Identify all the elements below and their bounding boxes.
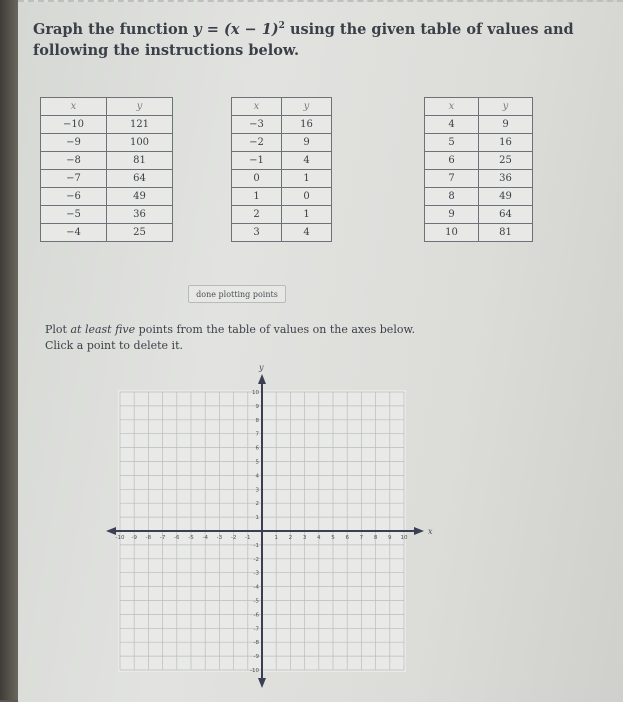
table-cell: −2 [232,134,282,152]
x-axis-label: x [428,527,433,536]
table-cell: −8 [41,152,107,170]
y-tick-label: 1 [255,515,259,522]
y-axis-label: y [259,363,264,372]
table-cell: 2 [232,206,282,224]
table-cell: 25 [107,224,173,242]
y-axis-up-arrow [258,374,266,384]
problem-text-after: using the given table of values and following the instructions below. [33,20,574,59]
table-cell: 36 [107,206,173,224]
table-cell: 16 [282,116,332,134]
table-cell: 100 [107,134,173,152]
table-cell: 1 [232,188,282,206]
x-tick-label: -7 [159,535,166,541]
x-tick-label: -6 [174,535,180,541]
table-cell: −7 [41,170,107,188]
y-tick-label: -3 [253,570,259,577]
table-cell: 0 [282,188,332,206]
table-cell: 49 [107,188,173,206]
table-cell: 16 [479,134,533,152]
table-cell: 9 [479,116,533,134]
table-header-y: y [282,98,332,116]
x-tick-label: 1 [274,535,278,541]
x-axis-right-arrow [414,527,424,535]
x-tick-label: 7 [359,535,364,541]
problem-equation: y = (x − 1) [193,20,279,38]
table-cell: 3 [232,224,282,242]
y-tick-label: -2 [253,556,259,563]
x-tick-label: -2 [230,535,237,541]
table-cell: 81 [107,152,173,170]
table-cell: 1 [282,170,332,188]
table-cell: −10 [41,116,107,134]
y-tick-label: 2 [255,501,259,508]
instructions-part1: Plot [45,323,71,336]
y-tick-label: -1 [253,542,259,549]
x-tick-label: 6 [345,535,349,541]
x-tick-label: 10 [400,535,408,541]
table-header-y: y [107,98,173,116]
table-cell: 1 [282,206,332,224]
table-cell: 64 [479,206,533,224]
y-tick-label: -8 [253,640,259,647]
x-tick-label: -3 [216,535,223,541]
table-header-x: x [232,98,282,116]
table-cell: −1 [232,152,282,170]
y-tick-label: 4 [255,473,259,480]
table-cell: 9 [282,134,332,152]
table-header-x: x [425,98,479,116]
table-cell: 36 [479,170,533,188]
table-cell: −4 [41,224,107,242]
table-cell: 7 [425,170,479,188]
x-tick-label: 8 [373,535,378,541]
y-tick-label: 7 [255,431,259,438]
table-header-y: y [479,98,533,116]
table-cell: 4 [282,224,332,242]
instructions-part2: points from the table of values on the axes below. Click a point to delete it. [45,323,416,352]
x-tick-label: -4 [202,535,208,541]
y-tick-label: -4 [253,584,259,591]
y-tick-label: -10 [250,668,259,674]
x-tick-label: -5 [188,535,194,541]
table-cell: 0 [232,170,282,188]
y-tick-label: -7 [253,626,259,633]
x-tick-label: 4 [317,535,321,541]
y-axis-down-arrow [258,678,266,688]
table-cell: −6 [41,188,107,206]
table-cell: 5 [425,134,479,152]
x-axis-left-arrow [106,527,116,535]
table-cell: −3 [232,116,282,134]
x-tick-label: 2 [288,535,293,541]
x-tick-label: -8 [145,535,152,541]
table-cell: 10 [425,224,479,242]
y-tick-label: 8 [255,417,259,424]
table-cell: 6 [425,152,479,170]
y-tick-label: 6 [255,445,259,452]
problem-exponent: 2 [278,21,285,31]
x-tick-label: -10 [115,535,125,541]
table-cell: 64 [107,170,173,188]
table-header-x: x [41,98,107,116]
table-cell: −5 [41,206,107,224]
table-cell: 8 [425,188,479,206]
table-cell: 121 [107,116,173,134]
table-cell: 81 [479,224,533,242]
table-cell: 4 [282,152,332,170]
y-tick-label: 3 [255,487,259,494]
instructions-emphasis: at least five [70,323,136,336]
y-tick-label: -9 [253,654,259,661]
table-cell: 9 [425,206,479,224]
x-tick-label: 9 [388,535,392,541]
table-cell: 4 [425,116,479,134]
table-cell: 49 [479,188,533,206]
table-cell: 25 [479,152,533,170]
table-cell: −9 [41,134,107,152]
x-tick-label: -9 [131,535,137,541]
y-tick-label: 9 [255,403,259,410]
y-tick-label: -6 [253,612,259,619]
y-tick-label: 5 [255,459,259,466]
x-tick-label: 3 [302,535,307,541]
y-tick-label: -5 [253,598,259,605]
done-plotting-button[interactable]: done plotting points [188,285,286,303]
problem-text-before: Graph the function [33,20,194,38]
x-tick-label: 5 [331,535,335,541]
y-tick-label: 10 [252,390,259,396]
x-tick-label: -1 [245,535,251,541]
